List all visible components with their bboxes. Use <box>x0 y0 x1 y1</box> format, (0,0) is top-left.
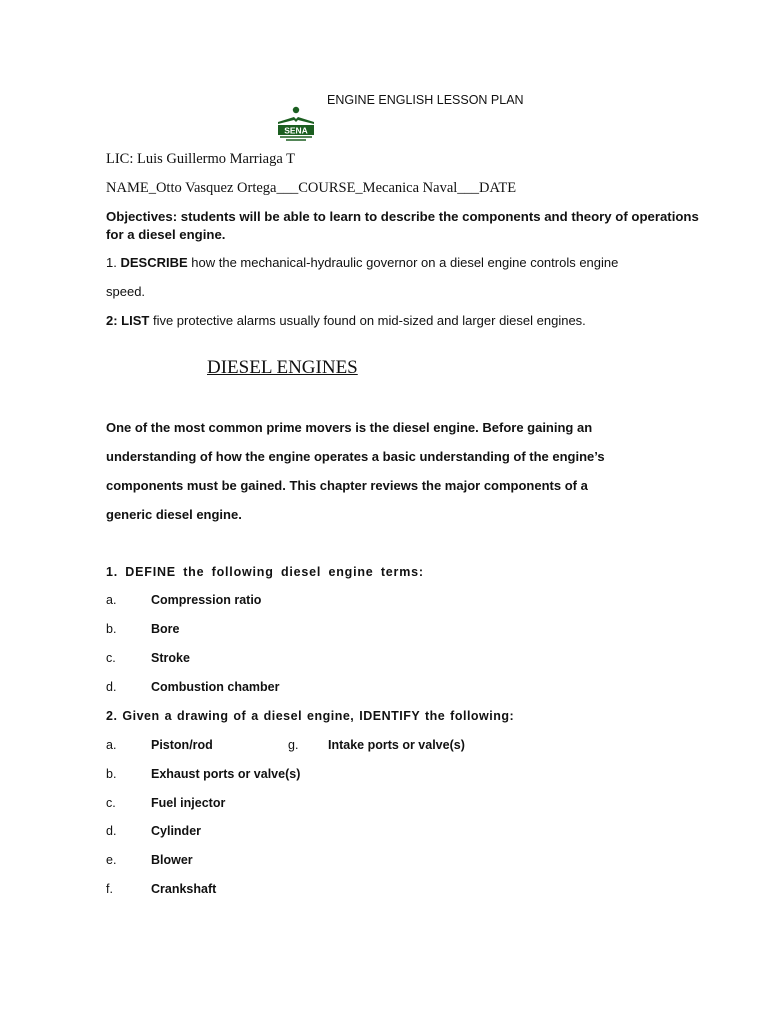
task-describe-continued: speed. <box>106 284 146 299</box>
paragraph-line: generic diesel engine. <box>106 507 242 522</box>
task-list <box>106 313 586 328</box>
lic-line: LIC: Luis Guillermo Marriaga T <box>106 151 295 167</box>
document-title: ENGINE ENGLISH LESSON PLAN <box>327 93 524 107</box>
q1-item-letter: a. <box>106 593 117 607</box>
q2-item-letter: a. <box>106 738 117 752</box>
q2-item-text: Fuel injector <box>151 796 226 810</box>
name-course-line: NAME_Otto Vasquez Ortega___COURSE_Mecanica Naval___DATE <box>106 180 517 196</box>
task-describe-keyword: DESCRIBE <box>120 255 188 270</box>
q2-item-letter: d. <box>106 824 117 838</box>
paragraph-line: components must be gained. This chapter reviews the major components of a <box>106 478 588 493</box>
task-list-text: five protective alarms usually found on mid-sized and larger diesel engines. <box>149 313 586 328</box>
paragraph-line: understanding of how the engine operates a basic understanding of the engine’s <box>106 449 605 464</box>
paragraph-line: One of the most common prime movers is the diesel engine. Before gaining an <box>106 420 593 435</box>
section-heading: DIESEL ENGINES <box>207 357 358 378</box>
q2-item-text: Crankshaft <box>151 882 217 896</box>
q2-extra-letter: g. <box>288 738 299 752</box>
q1-item-letter: b. <box>106 622 117 636</box>
sena-logo-text: SENA <box>284 125 308 136</box>
q2-item-text: Cylinder <box>151 824 202 838</box>
task-list-prefix: 2: <box>106 313 122 328</box>
question-2-title: 2. Given a drawing of a diesel engine, IDENTIFY the following: <box>106 709 515 723</box>
q2-extra-text: Intake ports or valve(s) <box>328 738 465 752</box>
q1-item-text: Compression ratio <box>151 593 262 607</box>
sena-logo <box>276 106 316 142</box>
q2-item-letter: e. <box>106 853 117 867</box>
q1-item-letter: c. <box>106 651 116 665</box>
q1-item-text: Combustion chamber <box>151 680 280 694</box>
q2-item-letter: c. <box>106 796 116 810</box>
q1-item-text: Bore <box>151 622 180 636</box>
q2-item-text: Exhaust ports or valve(s) <box>151 767 301 781</box>
q1-item-text: Stroke <box>151 651 190 665</box>
task-describe <box>106 255 618 270</box>
q2-item-letter: b. <box>106 767 117 781</box>
task-list-keyword: LIST <box>121 313 150 328</box>
question-1-title: 1. DEFINE the following diesel engine terms: <box>106 565 424 579</box>
q2-item-text: Blower <box>151 853 193 867</box>
objectives-line-2: for a diesel engine. <box>106 227 226 242</box>
q2-item-letter: f. <box>106 882 113 896</box>
objectives-line-1: Objectives: students will be able to learn to describe the components and theory of operations <box>106 209 699 224</box>
q2-item-text: Piston/rod <box>151 738 213 752</box>
task-describe-text: how the mechanical-hydraulic governor on a diesel engine controls engine <box>187 255 619 270</box>
sena-logo-figure <box>278 107 314 124</box>
q1-item-letter: d. <box>106 680 117 694</box>
task-describe-prefix: 1. <box>106 255 121 270</box>
